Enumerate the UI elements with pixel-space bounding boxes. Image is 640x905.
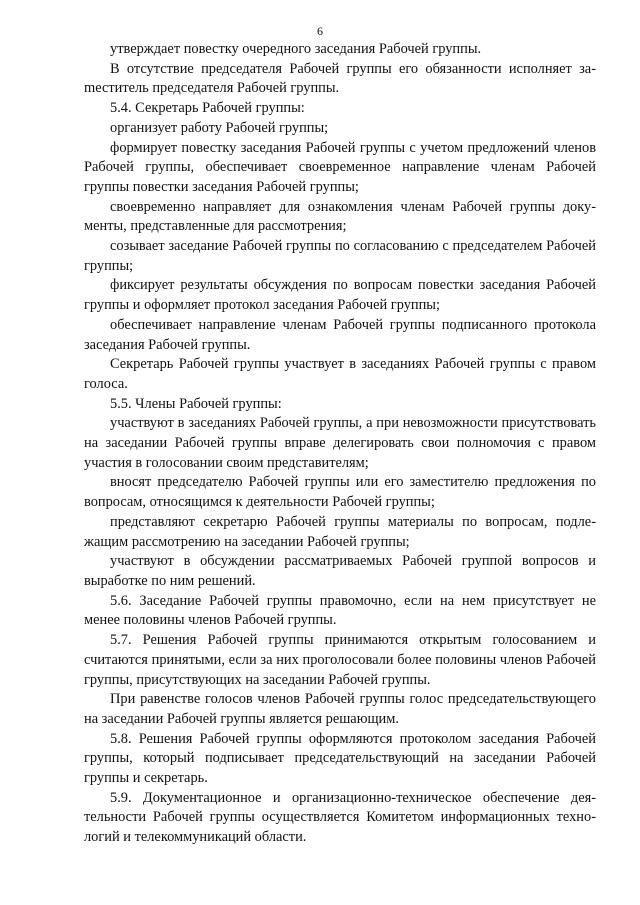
paragraph-18: При равенстве голосов членов Рабочей группы голос председательствующего на заседании Рабочей группы является решающим. [84,691,596,727]
section-5-9: 5.9. Документационное и организационно-техническое обеспечение деятельности Рабочей группы осуществляется Комитетом информационных технологий и телекоммуникаций области. [84,789,596,846]
page-number: 6 [317,24,323,38]
paragraph-1: утверждает повестку очередного заседания Рабочей группы. [110,41,482,57]
paragraph-2: В отсутствие председателя Рабочей группы его обязанности исполняет заmеститель председателя Рабочей группы. [84,60,596,97]
document-body [84,40,596,848]
section-heading-5-5: 5.5. Члены Рабочей группы: [110,395,282,412]
section-heading-5-4: 5.4. Секретарь Рабочей группы: [110,100,305,117]
paragraph-9: обеспечивает направление членам Рабочей группы подписанного протокола заседания Рабочей группы. [84,316,596,353]
paragraph-6: своевременно направляет для ознакомления членам Рабочей группы документы, представленные для рассмотрения; [84,198,596,235]
paragraph-4: организует работу Рабочей группы; [110,119,329,136]
paragraph-12: участвуют в заседаниях Рабочей группы, а при невозможности присутствовать на заседании Рабочей группы вправе делегировать свои полномочия с правом участия в голосовании своим представителям; [84,415,596,471]
paragraph-13: вносят председателю Рабочей группы или его заместителю предложения по вопросам, относящимся к деятельности Рабочей группы; [84,474,596,511]
paragraph-5: формирует повестку заседания Рабочей группы с учетом предложений членов Рабочей группы, обеспечивает своевременное направление членам Рабочей группы повестки заседания Рабочей группы; [84,139,596,195]
section-5-6: 5.6. Заседание Рабочей группы правомочно, если на нем присутствует не менее половины членов Рабочей группы. [84,592,596,629]
paragraph-14: представляют секретарю Рабочей группы материалы по вопросам, подлежащим рассмотрению на заседании Рабочей группы; [84,513,596,550]
paragraph-7: созывает заседание Рабочей группы по согласованию с председателем Рабочей группы; [84,238,596,274]
paragraph-10: Секретарь Рабочей группы участвует в заседаниях Рабочей группы с правом голоса. [84,356,596,392]
section-5-7: 5.7. Решения Рабочей группы принимаются открытым голосованием и считаются принятыми, если за них проголосовали более половины членов Рабочей группы, присутствующих на заседании Рабочей группы. [84,632,596,688]
paragraph-15: участвуют в обсуждении рассматриваемых Рабочей группой вопросов и выработке по ним решений. [84,553,596,589]
section-5-8: 5.8. Решения Рабочей группы оформляются протоколом заседания Рабочей группы, который подписывает председательствующий на заседании Рабочей группы и секретарь. [84,730,596,787]
paragraph-8: фиксирует результаты обсуждения по вопросам повестки заседания Рабочей группы и оформляет протокол заседания Рабочей группы; [84,277,596,314]
